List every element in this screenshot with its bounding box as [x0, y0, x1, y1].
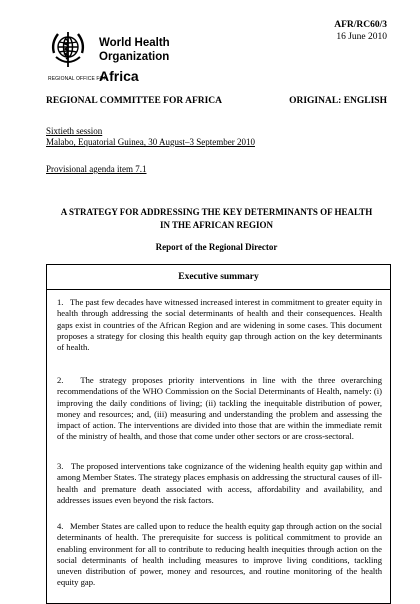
paragraph-text: Member States are called upon to reduce the health equity gap through action on the social determinants of health. The prerequisite for success is political commitment to provide an enabling environment for all to contribute to reducing health inequities through action on the social determinants of health including measures to improve living conditions, tackling uneven distribution of power, money and resources, and routine monitoring of the health equity gap. — [57, 521, 382, 588]
original-language: ORIGINAL: ENGLISH — [289, 96, 387, 106]
executive-summary-heading: Executive summary — [178, 272, 259, 282]
session-name: Sixtieth session — [46, 126, 103, 136]
summary-paragraph — [57, 297, 382, 353]
paragraph-number: 4. — [57, 521, 64, 531]
who-emblem-icon — [46, 27, 90, 71]
document-date: 16 June 2010 — [336, 32, 387, 42]
paragraph-number: 2. — [57, 375, 64, 385]
session-location: Malabo, Equatorial Guinea, 30 August–3 September 2010 — [46, 137, 255, 147]
document-title-line2: IN THE AFRICAN REGION — [159, 220, 274, 230]
document-title-line1: A STRATEGY FOR ADDRESSING THE KEY DETERMINANTS OF HEALTH — [60, 207, 373, 217]
paragraph-text: The past few decades have witnessed increased interest in commitment to greater equity in health through addressing the social determinants of health and their consequences. Health gaps exist in countries of the African Region and are widening in some cases. This document proposes a strategy for closing this health equity gap through action on the key determinants of health. — [57, 297, 382, 353]
summary-divider — [47, 289, 390, 290]
executive-summary-box — [46, 264, 391, 604]
summary-paragraph — [57, 375, 382, 443]
summary-paragraph — [57, 461, 382, 506]
region-name: Africa — [99, 68, 139, 84]
organization-name-line2: Organization — [99, 51, 170, 63]
regional-office-label: REGIONAL OFFICE FOR — [48, 76, 108, 82]
committee-name: REGIONAL COMMITTEE FOR AFRICA — [46, 96, 223, 106]
report-subtitle: Report of the Regional Director — [155, 242, 278, 252]
paragraph-text: The strategy proposes priority interventions in line with the three overarching recommendations of the WHO Commission on the Social Determinants of Health, namely: (i) improving the daily conditions of living; (ii) tackling the inequitable distribution of power, money and resources; and, (iii) measuring and understanding the problem and assessing the impact of action. The interventions are divided into those that are within the immediate remit of the ministry of health, and those that come under other sectors or are cross-sectoral. — [57, 375, 383, 442]
summary-paragraph — [57, 521, 382, 589]
document-reference: AFR/RC60/3 — [334, 20, 387, 30]
paragraph-text: The proposed interventions take cognizance of the widening health equity gap within and among Member States. The strategy places emphasis on addressing the structural causes of ill-health and premature death associated with access, affordability and availability, and addresses issues even beyond the risk factors. — [57, 461, 382, 505]
paragraph-number: 1. — [57, 297, 64, 307]
agenda-item: Provisional agenda item 7.1 — [46, 164, 147, 174]
document-title — [46, 206, 387, 232]
organization-name-line1: World Health — [99, 37, 170, 49]
organization-name — [99, 36, 170, 64]
paragraph-number: 3. — [57, 461, 64, 471]
